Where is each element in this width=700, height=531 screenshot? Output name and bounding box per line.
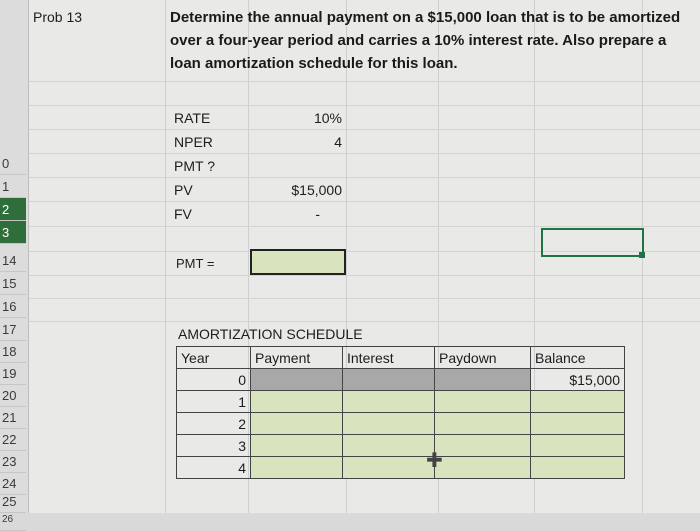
row-number[interactable]: 3 — [0, 221, 26, 244]
header-balance[interactable]: Balance — [531, 347, 625, 369]
row-number[interactable]: 23 — [0, 450, 26, 473]
header-year[interactable]: Year — [177, 347, 251, 369]
year-cell[interactable]: 3 — [177, 435, 251, 457]
row-number[interactable]: 2 — [0, 198, 26, 221]
table-row — [177, 391, 625, 413]
table-row — [177, 369, 625, 391]
input-label-pv[interactable]: PV — [174, 182, 193, 198]
balance-cell[interactable] — [531, 413, 625, 435]
interest-cell[interactable] — [343, 457, 435, 479]
balance-cell[interactable] — [531, 435, 625, 457]
interest-cell[interactable] — [343, 369, 435, 391]
payment-cell[interactable] — [251, 457, 343, 479]
row-number[interactable]: 25 — [0, 490, 26, 513]
row-number[interactable]: 24 — [0, 472, 26, 495]
row-number[interactable]: 15 — [0, 272, 26, 295]
paydown-cell[interactable] — [435, 391, 531, 413]
header-interest[interactable]: Interest — [343, 347, 435, 369]
row-number[interactable]: 1 — [0, 175, 26, 198]
schedule-title: AMORTIZATION SCHEDULE — [178, 326, 363, 342]
year-cell[interactable]: 1 — [177, 391, 251, 413]
paydown-cell[interactable] — [435, 413, 531, 435]
input-label-fv[interactable]: FV — [174, 206, 192, 222]
year-cell[interactable]: 0 — [177, 369, 251, 391]
description-line: Determine the annual payment on a $15,000 loan that is to be amortized — [170, 9, 681, 26]
input-label-rate[interactable]: RATE — [174, 110, 211, 126]
pmt-label: PMT = — [176, 256, 215, 271]
active-cell-selection[interactable] — [541, 228, 644, 257]
row-number[interactable]: 19 — [0, 362, 26, 385]
table-row — [177, 413, 625, 435]
input-value-fv[interactable]: - — [315, 206, 320, 222]
row-number[interactable]: 20 — [0, 384, 26, 407]
table-header-row — [177, 347, 625, 369]
interest-cell[interactable] — [343, 391, 435, 413]
balance-cell[interactable]: $15,000 — [531, 369, 625, 391]
cell-cursor-icon: ✚ — [426, 450, 443, 472]
problem-label[interactable]: Prob 13 — [33, 9, 83, 25]
table-row — [177, 457, 625, 479]
row-number[interactable]: 0 — [0, 152, 26, 175]
row-number[interactable]: 22 — [0, 428, 26, 451]
fill-handle[interactable] — [639, 252, 645, 258]
row-number[interactable]: 21 — [0, 406, 26, 429]
year-cell[interactable]: 2 — [177, 413, 251, 435]
row-number[interactable]: 16 — [0, 295, 26, 318]
row-number[interactable]: 18 — [0, 340, 26, 363]
row-number[interactable]: 26 — [0, 508, 26, 531]
paydown-cell[interactable] — [435, 369, 531, 391]
header-payment[interactable]: Payment — [251, 347, 343, 369]
input-value-rate[interactable]: 10% — [313, 110, 342, 126]
row-number[interactable]: 14 — [0, 249, 26, 272]
interest-cell[interactable] — [343, 413, 435, 435]
input-label-nper[interactable]: NPER — [174, 134, 213, 150]
payment-cell[interactable] — [251, 391, 343, 413]
input-value-pv[interactable]: $15,000 — [291, 182, 342, 198]
interest-cell[interactable] — [343, 435, 435, 457]
problem-description[interactable] — [170, 6, 700, 75]
payment-cell[interactable] — [251, 435, 343, 457]
balance-cell[interactable] — [531, 391, 625, 413]
paydown-cell[interactable] — [435, 457, 531, 479]
header-paydown[interactable]: Paydown — [435, 347, 531, 369]
description-line: loan amortization schedule for this loan. — [170, 55, 458, 72]
paydown-cell[interactable] — [435, 435, 531, 457]
pmt-input-cell[interactable] — [250, 249, 346, 275]
balance-cell[interactable] — [531, 457, 625, 479]
year-cell[interactable]: 4 — [177, 457, 251, 479]
payment-cell[interactable] — [251, 369, 343, 391]
row-header-column[interactable] — [0, 0, 29, 525]
input-label-pmt[interactable]: PMT ? — [174, 158, 215, 174]
amortization-table — [176, 346, 625, 479]
payment-cell[interactable] — [251, 413, 343, 435]
row-number[interactable]: 17 — [0, 318, 26, 341]
table-row — [177, 435, 625, 457]
description-line: over a four-year period and carries a 10% interest rate. Also prepare a — [170, 32, 667, 49]
input-value-nper[interactable]: 4 — [334, 134, 342, 150]
